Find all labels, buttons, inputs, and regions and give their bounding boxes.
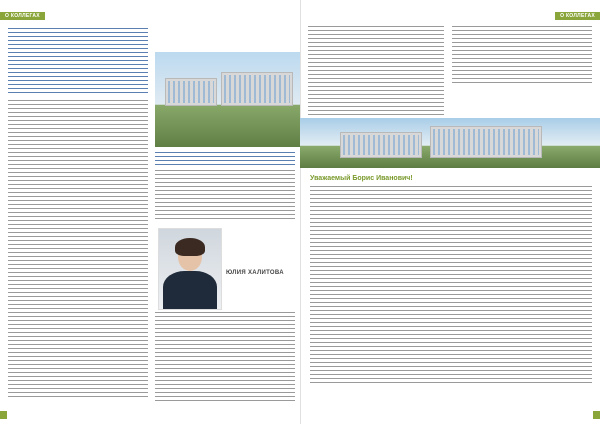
right-page-col-2 xyxy=(452,26,592,86)
section-header-tab: О КОЛЛЕГАХ xyxy=(0,12,45,20)
section-header-tab-right: О КОЛЛЕГАХ xyxy=(555,12,600,20)
page-number-left xyxy=(0,411,7,419)
person-name: ЮЛИЯ ХАЛИТОВА xyxy=(226,270,284,276)
left-column-top-quote xyxy=(8,28,148,96)
greeting-body xyxy=(310,186,592,386)
portrait-photo xyxy=(158,228,222,310)
right-page-col-1 xyxy=(308,26,444,116)
right-column-quote xyxy=(155,152,295,168)
right-page xyxy=(300,0,600,424)
left-column-body xyxy=(8,100,148,400)
right-column-body xyxy=(155,170,295,222)
greeting-title: Уважаемый Борис Иванович! xyxy=(310,175,413,182)
page-number-right xyxy=(593,411,600,419)
right-column-body-bottom xyxy=(155,312,295,402)
portrait-caption xyxy=(226,270,298,276)
campus-render-photo xyxy=(300,118,600,168)
campus-photo xyxy=(155,52,300,147)
